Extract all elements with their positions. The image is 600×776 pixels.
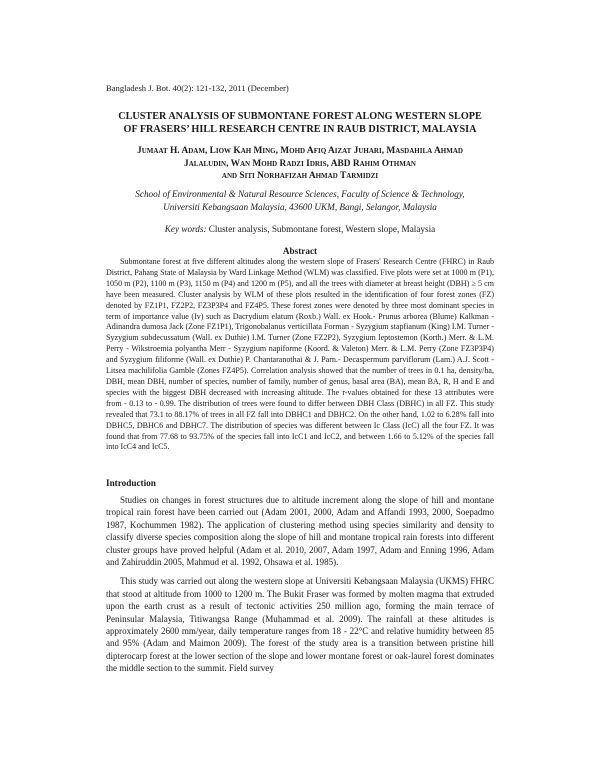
introduction-paragraph-1: Studies on changes in forest structures due to altitude increment along the slope of hill and montane tropical rain forest have been carried out (Adam 2001, 2000, Adam and Affandi 1993, 2000, Soepadmo 1987, Kochummen 1982). The application of clustering method using species similarity and density to classify diverse species composition along the slope of hill and montane tropical rain forests into different cluster groups have proved helpful (Adam et al. 2010, 2007, Adam 1997, Adam and Enning 1996, Adam and Zahiruddin 2005, Mahmud et al. 1992, Ohsawa et al. 1985). — [106, 495, 494, 568]
affiliation-line-1: School of Environmental & Natural Resource Sciences, Faculty of Science & Technology, — [135, 189, 465, 199]
author-list — [100, 145, 500, 183]
authors-line-3: and Siti Norhafizah Ahmad Tarmidzi — [221, 171, 379, 181]
title-line-2: OF FRASERS’ HILL RESEARCH CENTRE IN RAUB DISTRICT, MALAYSIA — [123, 124, 477, 135]
keywords-label: Key words: — [164, 224, 207, 234]
introduction-body — [106, 494, 494, 675]
journal-citation: Bangladesh J. Bot. 40(2): 121-132, 2011 (December) — [106, 83, 289, 93]
authors-line-1: Jumaat H. Adam, Liow Kah Ming, Mohd Afiq Aizat Juhari, Masdahila Ahmad — [137, 146, 463, 156]
introduction-heading: Introduction — [106, 478, 156, 488]
authors-line-2: Jalaludin, Wan Mohd Radzi Idris, ABD Rahim Othman — [184, 158, 416, 169]
abstract-heading: Abstract — [282, 246, 318, 256]
introduction-paragraph-2: This study was carried out along the western slope at Universiti Kebangsaan Malaysia (UKMS) FHRC that stood at altitude from 1000 to 1200 m. The Bukit Fraser was formed by molten magma that extruded upon the earth crust as a result of tectonic activities 250 million ago, forming the main terrace of Peninsular Malaysia, Titiwangsa Range (Muhammad et al. 2009). The rainfall at these altitudes is approximately 2600 mm/year, daily temperature ranges from 18 - 22°C and relative humidity between 85 and 95% (Adam and Maimon 2009). The forest of the study area is a transition between pristine hill dipterocarp forest at the lower section of the slope and lower montane forest or oak-laurel forest dominates the middle section to the summit. Field survey — [106, 576, 494, 674]
paper-title — [100, 110, 500, 136]
abstract-paragraph: Submontane forest at five different altitudes along the western slope of Frasers' Research Centre (FHRC) in Raub District, Pahang State of Malaysia by Ward Linkage Method (WLM) was classified. Five plots were set at 1000 m (P1), 1050 m (P2), 1100 m (P3), 1150 m (P4) and 1200 m (P5), and all the trees with diameter at breast height (DBH) ≥ 5 cm have been measured. Cluster analysis by WLM of these plots resulted in the identification of four forest zones (FZ) denoted by FZ1P1, FZ2P2, FZ3P3P4 and FZ4P5. These forest zones were denoted by three most dominant species in term of importance value (Iv) such as Dacrydium elatum (Roxb.) Wall. ex Hook.- Prunus arborea (Blume) Kalkman - Adinandra dumosa Jack (Zone FZ1P1), Trigonobalanus verticillata Forman - Syzygium stapfianum (King) I.M. Turner - Syzygium subdecussatum (Wall. ex Duthie) I.M. Turner (Zone FZ2P2), Syzygium leptostemon (Korth.) Merr. & L.M. Perry - Wikstroemia polyantha Merr - Syzygium napiforme (Koord. & Valeton) Merr. & L.M. Perry (Zone FZ3P3P4) and Syzygium filiforme (Wall. ex Duthie) P. Chantaranothai & J. Parn.- Decaspermum parviflorum (Lam.) A.J. Scott - Litsea machilifolia Gamble (Zones FZ4P5). Correlation analysis showed that the number of trees in 0.1 ha, density/ha, DBH, mean DBH, number of species, number of family, number of genus, basal area (BA), mean BA, R, H and E and species with the biggest DBH decreased with increasing altitude. The r-values obtained for these 13 attributes were from - 0.13 to - 0.99. The distribution of trees were found to differ between DBH Class (DBHC) in all FZ. This study revealed that 73.1 to 88.17% of trees in all FZ fall into DBHC1 and DBHC2. On the other hand, 1.02 to 6.28% fall into DBHC5, DBHC6 and DBHC7. The distribution of species was different between Ic Class (IcC) all the four FZ. It was found that from 77.68 to 93.75% of the species fall into IcC1 and IcC2, and between 1.66 to 5.12% of the species fall into IcC4 and IcC5. — [106, 257, 494, 452]
affiliation — [100, 188, 500, 213]
affiliation-line-2: Universiti Kebangsaan Malaysia, 43600 UKM, Bangi, Selangor, Malaysia — [163, 201, 437, 212]
title-line-1: CLUSTER ANALYSIS OF SUBMONTANE FOREST ALONG WESTERN SLOPE — [118, 111, 482, 122]
keywords — [100, 224, 500, 234]
keywords-text: Cluster analysis, Submontane forest, Western slope, Malaysia — [208, 224, 436, 234]
abstract-body — [106, 257, 494, 453]
